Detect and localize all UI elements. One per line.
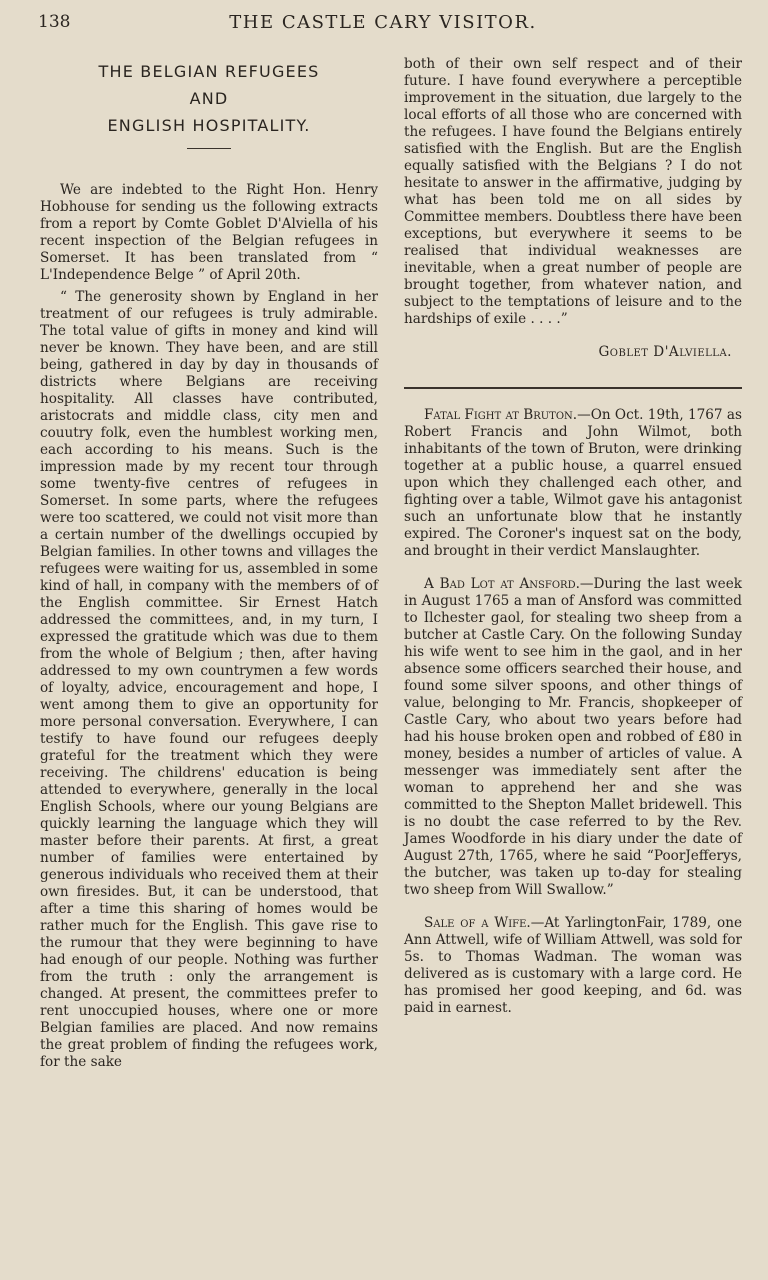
page-header [38, 10, 728, 36]
news-item [404, 576, 742, 899]
news-item-heading: Sale of a Wife. [424, 915, 531, 931]
news-item-heading: Fatal Fight at Bruton. [424, 407, 578, 423]
article-intro: We are indebted to the Right Hon. Henry Hobhouse for sending us the following extracts from a report by Comte Goblet D'Alviella of his recent inspection of the Belgian refugees in Somerset. It has been translated from “ L'Independence Belge ” of April 20th. [40, 182, 378, 283]
page-number: 138 [38, 12, 71, 32]
article-title-line: AND [189, 89, 229, 108]
right-column [404, 56, 742, 1266]
masthead: THE CASTLE CARY VISITOR. [229, 12, 537, 33]
article-continuation: both of their own self respect and of their future. I have found everywhere a perceptible improvement in the situation, due largely to the local efforts of all those who are concerned with the refugees. I have found the Belgians entirely satisfied with the English. But are the English equally satisfied with the Belgians ? I do not hesitate to answer in the affirmative, judging by what has been told me on all sides by Committee members. Doubtless there have been exceptions, but everywhere it seems to be realised that individual weaknesses are inevitable, when a great number of people are brought together, from whatever nation, and subject to the temptations of leisure and to the hardships of exile . . . .” [404, 56, 742, 327]
news-item-text: —During the last week in August 1765 a man of Ansford was committed to Ilchester gaol, for stealing two sheep from a butcher at Castle Cary. On the following Sunday his wife went to see him in the gaol, and in her absence some officers searched their house, and found some silver spoons, and other things of value, belonging to Mr. Francis, shopkeeper of Castle Cary, who about two years before had had his house broken open and robbed of £80 in money, besides a number of articles of value. A messenger was immediately sent after the woman to apprehend her and she was committed to the Shepton Mallet bridewell. This is no doubt the case referred to by the Rev. James Woodforde in his diary under the date of August 27th, 1765, where he said “PoorJefferys, the butcher, was taken up to-day for stealing two sheep from Will Swallow.” [404, 576, 742, 898]
article-title-line: ENGLISH HOSPITALITY. [107, 116, 311, 135]
title-divider [187, 148, 231, 149]
news-item-text: —On Oct. 19th, 1767 as Robert Francis and John Wilmot, both inhabitants of the town of Bruton, were drinking together at a public house, a quarrel ensued upon which they challenged each other, and fighting over a table, Wilmot gave his antagonist such an unfortunate blow that he instantly expired. The Coroner's inquest sat on the body, and brought in their verdict Manslaughter. [404, 407, 742, 559]
article-signature: Goblet D'Alviella. [598, 344, 732, 360]
article-title [40, 58, 378, 139]
news-item-text: —At YarlingtonFair, 1789, one Ann Attwell, wife of William Attwell, was sold for 5s. to Thomas Wadman. The woman was delivered as is customary with a large cord. He has promised her good keeping, and 6d. was paid in earnest. [404, 915, 743, 1016]
news-item [404, 915, 742, 1017]
section-divider [404, 387, 742, 389]
news-item-heading: A Bad Lot at Ansford. [424, 576, 580, 592]
article-title-line: THE BELGIAN REFUGEES [98, 62, 320, 81]
article-body: “ The generosity shown by England in her treatment of our refugees is truly admirable. The total value of gifts in money and kind will never be known. They have been, and are still being, gathered in day by day in thousands of districts where Belgians are receiving hospitality. All classes have contributed, aristocrats and middle class, city men and couutry folk, even the humblest working men, each according to his means. Such is the impression made by my recent tour through some twenty-five centres of refugees in Somerset. In some parts, where the refugees were too scattered, we could not visit more than a certain number of the dwellings occupied by Belgian families. In other towns and villages the refugees were waiting for us, assembled in some kind of hall, in company with the members of of the English committee. Sir Ernest Hatch addressed the committees, and, in my turn, I expressed the gratitude which was due to them from the whole of Belgium ; then, after having addressed to my own countrymen a few words of loyalty, advice, encouragement and hope, I went among them to give an opportunity for more personal conversation. Everywhere, I can testify to have found our refugees deeply grateful for the treatment which they were receiving. The childrens' education is being attended to everywhere, generally in the local English Schools, where our young Belgians are quickly learning the language which they will master before their parents. At first, a great number of families were entertained by generous individuals who received them at their own firesides. But, it can be understood, that after a time this sharing of homes would be rather much for the English. This gave rise to the rumour that they were beginning to have had enough of our people. Nothing was further from the truth : only the arrangement is changed. At present, the committees prefer to rent unoccupied houses, where one or more Belgian families are placed. And now remains the great problem of finding the refugees work, for the sake [40, 289, 378, 1070]
left-column [40, 56, 378, 1266]
news-item [404, 407, 742, 560]
